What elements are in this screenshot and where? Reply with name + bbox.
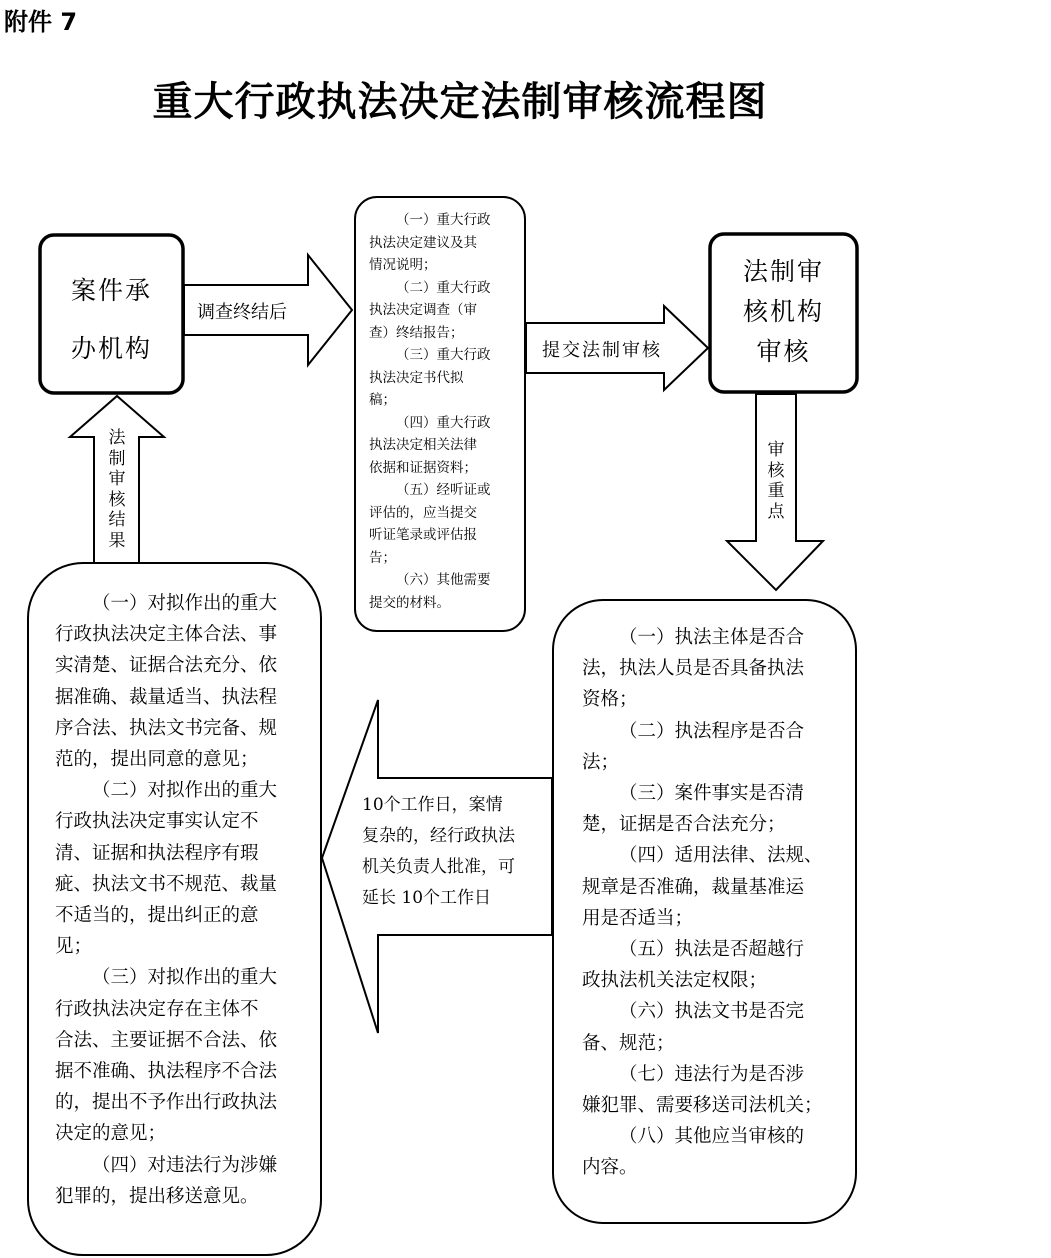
- review-result-char: 法: [108, 428, 126, 448]
- review-result-line: 疵、执法文书不规范、裁量: [55, 873, 278, 895]
- review-result-line: 不适当的，提出纠正的意: [55, 905, 259, 927]
- time-limit-line: 机关负责人批准，可: [362, 857, 515, 877]
- review-point-line: 资格；: [582, 689, 638, 711]
- review-point-line: （六）执法文书是否完: [619, 1001, 805, 1023]
- review-result-line: 行政执法决定存在主体不: [55, 998, 259, 1020]
- materials-line: （四）重大行政: [396, 414, 491, 431]
- review-result-line: （四）对违法行为涉嫌: [92, 1154, 278, 1176]
- handling-agency-node: [40, 235, 183, 393]
- review-point-line: 法，执法人员是否具备执法: [582, 658, 805, 680]
- materials-line: （二）重大行政: [396, 279, 491, 296]
- materials-line: 执法决定书代拟: [369, 369, 464, 386]
- review-focus-label: [765, 440, 787, 522]
- review-point-line: （三）案件事实是否清: [619, 783, 805, 805]
- time-limit-line: 10个工作日，案情: [362, 795, 503, 815]
- review-result-char: 制: [108, 448, 126, 469]
- review-points-list: [582, 622, 844, 1184]
- review-point-line: （二）执法程序是否合: [619, 720, 805, 742]
- review-focus-char: 核: [767, 460, 785, 481]
- review-result-line: （一）对拟作出的重大: [92, 593, 278, 614]
- review-focus-char: 重: [767, 481, 785, 501]
- review-agency-line2: 核机构: [742, 297, 824, 326]
- handling-agency-line2: 办机构: [70, 334, 152, 363]
- review-result-line: 范的，提出同意的意见；: [55, 749, 259, 771]
- review-point-line: 用是否适当；: [582, 907, 694, 929]
- review-results-list: [55, 588, 307, 1212]
- review-result-line: 实清楚、证据合法充分、依: [55, 655, 278, 677]
- review-focus-char: 点: [767, 501, 785, 522]
- review-result-line: 决定的意见；: [55, 1123, 167, 1145]
- review-agency-line3: 审核: [756, 337, 811, 366]
- handling-agency-line1: 案件承: [70, 276, 152, 305]
- materials-line: 提交的材料。: [369, 594, 450, 611]
- materials-line: 执法决定相关法律: [369, 437, 477, 453]
- review-point-line: （一）执法主体是否合: [619, 627, 805, 648]
- materials-line: 执法决定建议及其: [369, 234, 477, 251]
- materials-line: 听证笔录或评估报: [369, 527, 477, 543]
- materials-line: （五）经听证或: [396, 482, 491, 498]
- review-result-line: 行政执法决定主体合法、事: [55, 624, 278, 646]
- review-result-char: 审: [108, 469, 126, 489]
- review-result-line: 见；: [55, 936, 93, 958]
- review-result-char: 核: [108, 489, 126, 510]
- materials-line: （三）重大行政: [396, 347, 491, 363]
- after-investigation-label: 调查终结后: [197, 302, 287, 323]
- submit-review-label: 提交法制审核: [542, 340, 662, 361]
- materials-line: 情况说明；: [369, 257, 437, 273]
- review-point-line: 法；: [582, 751, 620, 773]
- materials-line: 评估的，应当提交: [369, 504, 477, 521]
- page-title: 重大行政执法决定法制审核流程图: [152, 78, 768, 125]
- review-result-char: 果: [108, 530, 126, 551]
- review-result-line: 合法、主要证据不合法、依: [55, 1029, 278, 1051]
- review-agency-line1: 法制审: [742, 257, 824, 286]
- review-point-line: 嫌犯罪、需要移送司法机关；: [582, 1095, 823, 1117]
- materials-line: 查）终结报告；: [369, 324, 464, 341]
- review-point-line: 规章是否准确，裁量基准运: [582, 876, 805, 898]
- review-result-line: （三）对拟作出的重大: [92, 967, 278, 989]
- materials-line: （六）其他需要: [396, 572, 491, 588]
- materials-line: （一）重大行政: [396, 212, 491, 228]
- review-point-line: （四）适用法律、法规、: [619, 845, 823, 867]
- materials-list: [369, 209, 517, 614]
- review-result-line: 据不准确、执法程序不合法: [55, 1061, 278, 1083]
- review-point-line: （七）违法行为是否涉: [619, 1063, 805, 1085]
- review-point-line: 楚，证据是否合法充分；: [582, 814, 786, 836]
- review-result-label: [106, 428, 128, 551]
- review-result-line: 行政执法决定事实认定不: [55, 811, 259, 833]
- review-point-line: 内容。: [582, 1157, 638, 1179]
- review-result-line: 据准确、裁量适当、执法程: [55, 686, 278, 708]
- review-agency-node: [710, 234, 857, 392]
- materials-line: 稿；: [369, 392, 396, 408]
- materials-line: 依据和证据资料；: [369, 459, 477, 476]
- review-point-line: （八）其他应当审核的: [619, 1126, 805, 1148]
- review-point-line: 备、规范；: [582, 1032, 675, 1054]
- attachment-label: 附件 7: [4, 8, 78, 36]
- review-result-char: 结: [108, 510, 126, 530]
- review-point-line: （五）执法是否超越行: [619, 939, 805, 961]
- review-result-line: （二）对拟作出的重大: [92, 780, 278, 802]
- time-limit-line: 复杂的，经行政执法: [362, 826, 515, 846]
- materials-line: 执法决定调查（审: [369, 302, 477, 318]
- review-result-line: 序合法、执法文书完备、规: [55, 717, 278, 739]
- review-focus-char: 审: [767, 440, 785, 460]
- time-limit-line: 延长 10个工作日: [362, 888, 492, 908]
- review-result-line: 清、证据和执法程序有瑕: [55, 842, 259, 864]
- review-result-line: 犯罪的，提出移送意见。: [55, 1185, 259, 1207]
- materials-line: 告；: [369, 549, 396, 566]
- review-result-line: 的，提出不予作出行政执法: [55, 1092, 278, 1114]
- review-point-line: 政执法机关法定权限；: [582, 970, 768, 992]
- time-limit-label: [362, 790, 550, 914]
